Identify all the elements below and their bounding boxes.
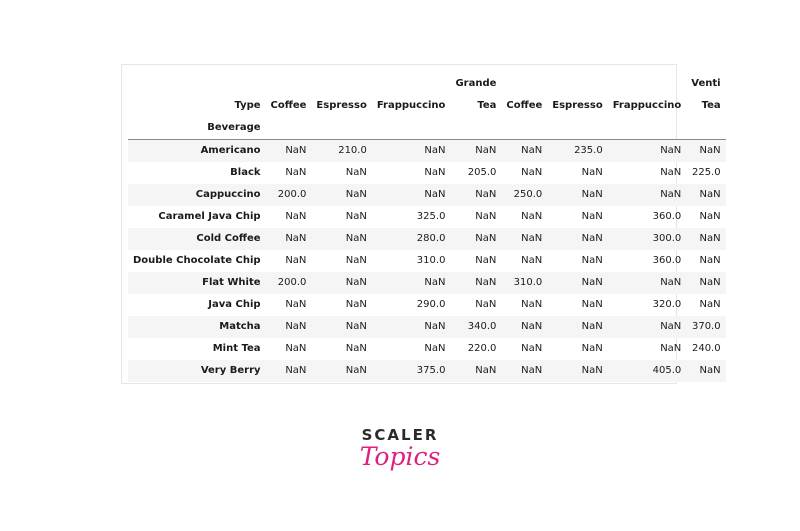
scaler-topics-logo: [0, 426, 800, 471]
table-cell: NaN: [699, 277, 721, 288]
table-cell: 225.0: [691, 167, 721, 178]
table-row: [128, 360, 726, 382]
table-cell: NaN: [521, 365, 543, 376]
table-cell: NaN: [424, 321, 446, 332]
table-cell: NaN: [372, 140, 451, 163]
table-cell: NaN: [475, 299, 497, 310]
table-cell: NaN: [475, 277, 497, 288]
table-cell: NaN: [581, 167, 603, 178]
size-header-cell: [372, 73, 451, 95]
logo-wordmark-bottom: Topics: [359, 442, 441, 471]
table-cell: NaN: [285, 299, 307, 310]
table-cell: 405.0: [652, 365, 682, 376]
table-cell: NaN: [285, 365, 307, 376]
table-row: [128, 316, 726, 338]
table-cell: NaN: [285, 255, 307, 266]
table-cell: 375.0: [416, 365, 446, 376]
table-cell: 340.0: [467, 321, 497, 332]
table-cell: 370.0: [691, 321, 721, 332]
table-cell: NaN: [699, 211, 721, 222]
columns-name-header: Type: [234, 100, 261, 111]
type-header-cell: Tea: [477, 100, 497, 111]
table-row: [128, 294, 726, 316]
size-header-cell: Grande: [455, 78, 497, 89]
table-cell: NaN: [521, 167, 543, 178]
type-header-cell: Espresso: [552, 100, 603, 111]
table-cell: 235.0: [547, 140, 607, 163]
table-cell: NaN: [521, 211, 543, 222]
table-cell: NaN: [581, 211, 603, 222]
table-cell: 360.0: [652, 211, 682, 222]
table-cell: NaN: [581, 299, 603, 310]
size-header-cell: [501, 73, 547, 95]
table-cell: NaN: [345, 255, 367, 266]
row-label: Cold Coffee: [196, 233, 261, 244]
table-cell: NaN: [581, 255, 603, 266]
empty-header-cell: [686, 117, 725, 140]
table-cell: NaN: [345, 343, 367, 354]
size-header-cell: [311, 73, 371, 95]
size-header-cell: [128, 73, 266, 95]
table-cell: 200.0: [277, 189, 307, 200]
table-cell: NaN: [521, 321, 543, 332]
row-label: Caramel Java Chip: [158, 211, 261, 222]
table-cell: NaN: [521, 233, 543, 244]
row-label: Americano: [128, 140, 266, 163]
table-cell: NaN: [699, 299, 721, 310]
table-cell: NaN: [345, 365, 367, 376]
type-header-cell: Coffee: [270, 100, 307, 111]
table-cell: NaN: [475, 211, 497, 222]
table-cell: NaN: [266, 140, 312, 163]
type-header-cell: Tea: [701, 100, 721, 111]
table-cell: NaN: [450, 140, 501, 163]
table-cell: 210.0: [311, 140, 371, 163]
table-cell: NaN: [345, 233, 367, 244]
table-cell: NaN: [475, 365, 497, 376]
row-label: Java Chip: [208, 299, 261, 310]
table-cell: NaN: [521, 343, 543, 354]
table-cell: NaN: [521, 255, 543, 266]
table-cell: NaN: [285, 167, 307, 178]
table-cell: NaN: [581, 277, 603, 288]
table-row: [128, 140, 726, 163]
table-cell: 300.0: [652, 233, 682, 244]
table-row: [128, 338, 726, 360]
table-cell: 325.0: [416, 211, 446, 222]
table-cell: NaN: [345, 299, 367, 310]
table-cell: NaN: [285, 211, 307, 222]
table-cell: NaN: [475, 233, 497, 244]
empty-header-cell: [450, 117, 501, 140]
table-cell: 200.0: [277, 277, 307, 288]
table-row: [128, 228, 726, 250]
table-cell: NaN: [424, 277, 446, 288]
table-cell: NaN: [699, 255, 721, 266]
table-cell: NaN: [475, 255, 497, 266]
row-label: Black: [230, 167, 261, 178]
table-cell: NaN: [699, 189, 721, 200]
table-row: [128, 184, 726, 206]
table-cell: NaN: [581, 233, 603, 244]
table-row: [128, 162, 726, 184]
pivot-table: [128, 73, 726, 382]
dataframe-container: [121, 64, 721, 384]
table-cell: NaN: [345, 189, 367, 200]
table-cell: NaN: [345, 321, 367, 332]
row-label: Cappuccino: [195, 189, 261, 200]
type-header-cell: Espresso: [316, 100, 367, 111]
index-name-header: Beverage: [207, 122, 261, 133]
table-cell: 310.0: [513, 277, 543, 288]
header-row-type: [128, 95, 726, 117]
table-cell: NaN: [699, 233, 721, 244]
table-cell: 290.0: [416, 299, 446, 310]
table-cell: 205.0: [467, 167, 497, 178]
table-cell: NaN: [501, 140, 547, 163]
empty-header-cell: [501, 117, 547, 140]
table-cell: NaN: [521, 299, 543, 310]
table-cell: 220.0: [467, 343, 497, 354]
table-cell: NaN: [660, 277, 682, 288]
table-cell: NaN: [686, 140, 725, 163]
type-header-cell: Frappuccino: [612, 100, 682, 111]
table-row: [128, 250, 726, 272]
table-cell: NaN: [660, 321, 682, 332]
table-cell: NaN: [345, 277, 367, 288]
logo-wordmark-top: SCALER: [361, 426, 439, 444]
table-body: [128, 140, 726, 383]
table-cell: NaN: [475, 189, 497, 200]
table-cell: NaN: [660, 167, 682, 178]
table-cell: NaN: [345, 211, 367, 222]
empty-header-cell: [608, 117, 687, 140]
table-cell: 310.0: [416, 255, 446, 266]
table-cell: NaN: [285, 233, 307, 244]
row-label: Matcha: [219, 321, 261, 332]
size-header-cell: [547, 73, 607, 95]
size-header-cell: Venti: [691, 78, 721, 89]
empty-header-cell: [372, 117, 451, 140]
row-label: Very Berry: [200, 365, 261, 376]
table-cell: NaN: [285, 343, 307, 354]
table-row: [128, 272, 726, 294]
table-row: [128, 206, 726, 228]
empty-header-cell: [547, 117, 607, 140]
row-label: Mint Tea: [212, 343, 261, 354]
table-cell: NaN: [581, 343, 603, 354]
table-cell: 360.0: [652, 255, 682, 266]
table-cell: 320.0: [652, 299, 682, 310]
table-cell: NaN: [285, 321, 307, 332]
size-header-cell: [266, 73, 312, 95]
table-cell: NaN: [699, 365, 721, 376]
table-cell: NaN: [581, 189, 603, 200]
table-cell: NaN: [424, 189, 446, 200]
empty-header-cell: [266, 117, 312, 140]
row-label: Double Chocolate Chip: [133, 255, 261, 266]
empty-header-cell: [311, 117, 371, 140]
table-cell: NaN: [660, 343, 682, 354]
header-row-index-name: [128, 117, 726, 140]
table-cell: NaN: [660, 189, 682, 200]
table-cell: 250.0: [513, 189, 543, 200]
type-header-cell: Frappuccino: [376, 100, 446, 111]
table-cell: NaN: [608, 140, 687, 163]
header-row-size: [128, 73, 726, 95]
table-cell: 240.0: [691, 343, 721, 354]
table-cell: NaN: [581, 321, 603, 332]
row-label: Flat White: [202, 277, 261, 288]
type-header-cell: Coffee: [506, 100, 543, 111]
size-header-cell: [608, 73, 687, 95]
table-cell: NaN: [581, 365, 603, 376]
table-cell: NaN: [424, 343, 446, 354]
table-cell: NaN: [345, 167, 367, 178]
table-cell: NaN: [424, 167, 446, 178]
table-cell: 280.0: [416, 233, 446, 244]
